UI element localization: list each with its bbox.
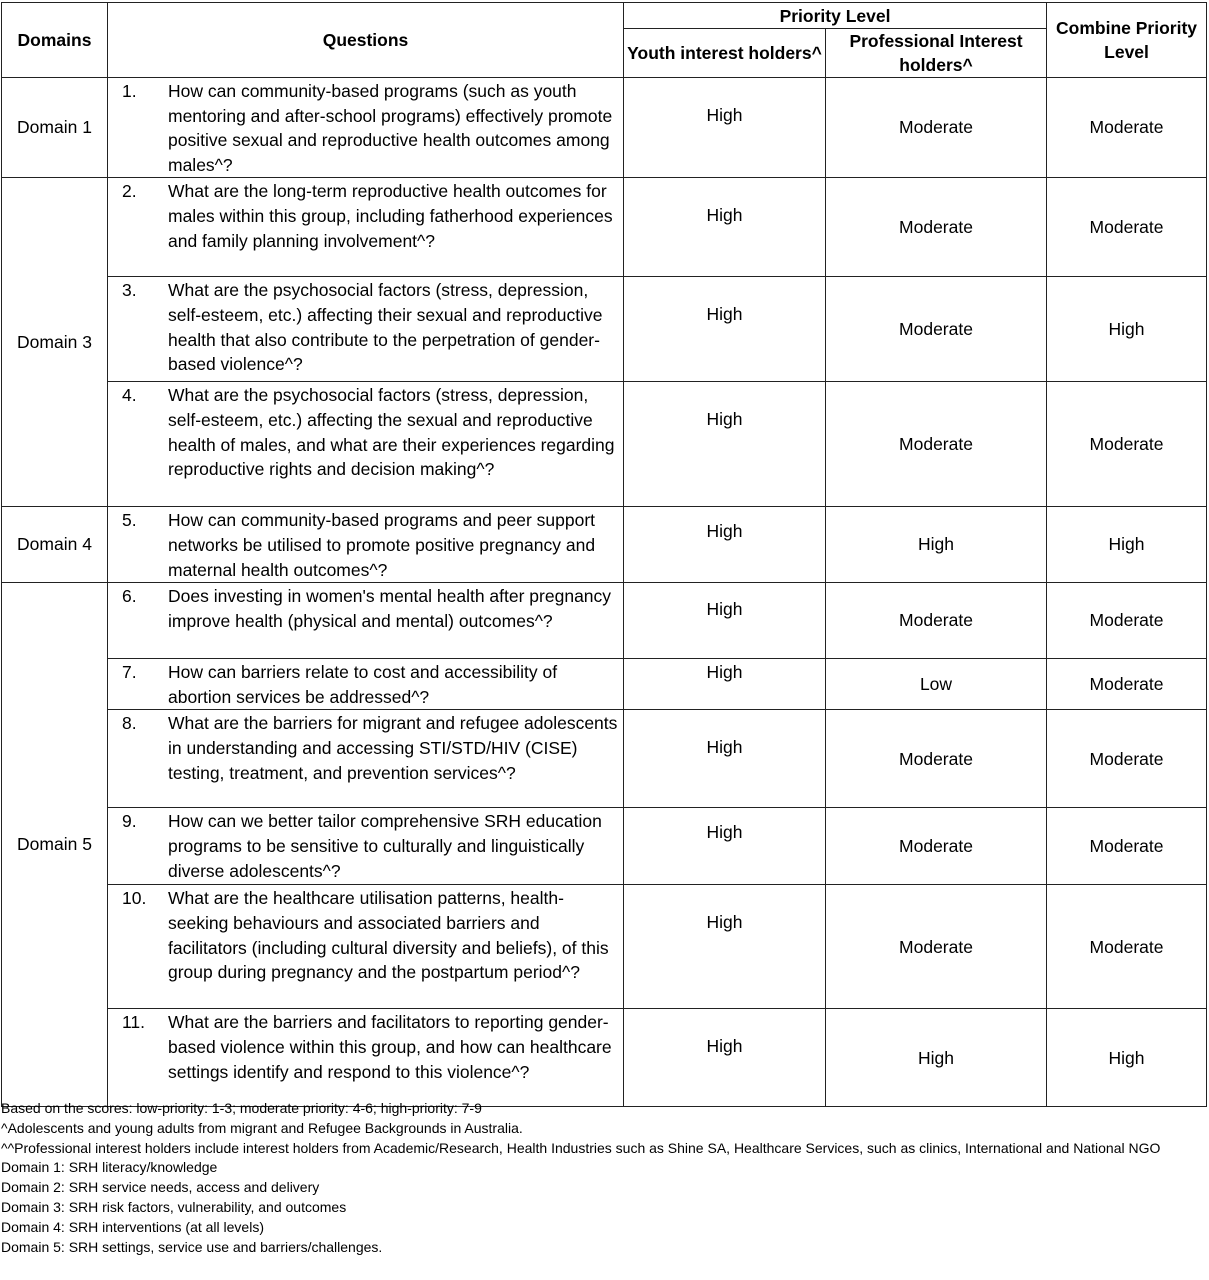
question-number: 4. bbox=[122, 385, 137, 406]
combined-priority: Moderate bbox=[1047, 78, 1207, 178]
question-text: Does investing in women's mental health after pregnancy improve health (physical and mental) outcomes^? bbox=[168, 586, 612, 631]
youth-priority: High bbox=[624, 885, 826, 1009]
professional-priority: Moderate bbox=[826, 885, 1047, 1009]
table-row bbox=[2, 583, 1207, 659]
youth-priority: High bbox=[624, 78, 826, 178]
youth-priority: High bbox=[624, 382, 826, 507]
table-row bbox=[2, 78, 1207, 178]
question-number: 10. bbox=[122, 888, 147, 909]
question-number: 2. bbox=[122, 181, 137, 202]
youth-priority: High bbox=[624, 583, 826, 659]
youth-priority: High bbox=[624, 178, 826, 277]
combined-priority: Moderate bbox=[1047, 382, 1207, 507]
table-row bbox=[2, 885, 1207, 1009]
table-row bbox=[2, 178, 1207, 277]
question-cell bbox=[108, 659, 624, 710]
question-number: 11. bbox=[122, 1012, 146, 1033]
professional-priority: High bbox=[826, 1009, 1047, 1107]
combined-priority: Moderate bbox=[1047, 710, 1207, 808]
professional-priority: Moderate bbox=[826, 583, 1047, 659]
question-number: 9. bbox=[122, 811, 137, 832]
combined-priority: Moderate bbox=[1047, 808, 1207, 885]
professional-priority: Moderate bbox=[826, 808, 1047, 885]
header-youth: Youth interest holders^ bbox=[624, 29, 826, 78]
header-combine: Combine Priority Level bbox=[1047, 3, 1207, 78]
table-row bbox=[2, 382, 1207, 507]
professional-priority: High bbox=[826, 507, 1047, 583]
professional-priority: Moderate bbox=[826, 277, 1047, 382]
professional-priority: Moderate bbox=[826, 382, 1047, 507]
question-cell bbox=[108, 507, 624, 583]
question-number: 7. bbox=[122, 662, 137, 683]
question-text: What are the psychosocial factors (stress, depression, self-esteem, etc.) affecting the sexual and reproductive health of males, and what are their experiences regarding reproductive rights and decision making^? bbox=[168, 385, 615, 480]
combined-priority: Moderate bbox=[1047, 659, 1207, 710]
question-text: What are the barriers and facilitators to reporting gender-based violence within this group, and how can healthcare settings identify and respond to this violence^? bbox=[168, 1012, 612, 1082]
youth-priority: High bbox=[624, 710, 826, 808]
header-professional: Professional Interest holders^ bbox=[826, 29, 1047, 78]
combined-priority: High bbox=[1047, 507, 1207, 583]
question-cell bbox=[108, 1009, 624, 1107]
question-text: What are the healthcare utilisation patterns, health-seeking behaviours and associated barriers and facilitators (including cultural diversity and beliefs), of this group during pregnancy and the postpartum period^? bbox=[168, 888, 609, 983]
footnote-domain-3: Domain 3: SRH risk factors, vulnerability, and outcomes bbox=[1, 1198, 347, 1215]
professional-priority: Moderate bbox=[826, 710, 1047, 808]
table-row bbox=[2, 659, 1207, 710]
question-cell bbox=[108, 277, 624, 382]
professional-priority: Moderate bbox=[826, 178, 1047, 277]
youth-priority: High bbox=[624, 1009, 826, 1107]
question-text: What are the psychosocial factors (stress, depression, self-esteem, etc.) affecting their sexual and reproductive health that also contribute to the perpetration of gender-based violence^? bbox=[168, 280, 603, 375]
footnote-scores: Based on the scores: low-priority: 1-3; moderate priority: 4-6; high-priority: 7-9 bbox=[1, 1100, 482, 1116]
youth-priority: High bbox=[624, 808, 826, 885]
domain-cell: Domain 1 bbox=[2, 78, 108, 178]
question-text: What are the long-term reproductive health outcomes for males within this group, including fatherhood experiences and family planning involvement^? bbox=[168, 181, 613, 251]
table-row bbox=[2, 808, 1207, 885]
question-text: How can community-based programs (such as youth mentoring and after-school programs) effectively promote positive sexual and reproductive health outcomes among males^? bbox=[168, 81, 613, 175]
question-number: 8. bbox=[122, 713, 137, 734]
question-cell bbox=[108, 382, 624, 507]
table-row bbox=[2, 507, 1207, 583]
footnote-domain-1: Domain 1: SRH literacy/knowledge bbox=[1, 1159, 218, 1176]
combined-priority: High bbox=[1047, 1009, 1207, 1107]
question-text: What are the barriers for migrant and refugee adolescents in understanding and accessing STI/STD/HIV (CISE) testing, treatment, and prevention services^? bbox=[168, 713, 618, 783]
question-cell bbox=[108, 808, 624, 885]
table-row bbox=[2, 710, 1207, 808]
header-priority-level: Priority Level bbox=[624, 3, 1047, 29]
question-text: How can we better tailor comprehensive SRH education programs to be sensitive to culturally and linguistically diverse adolescents^? bbox=[168, 811, 602, 881]
table-row bbox=[2, 277, 1207, 382]
youth-priority: High bbox=[624, 507, 826, 583]
question-number: 3. bbox=[122, 280, 137, 301]
header-domains: Domains bbox=[2, 3, 108, 78]
domain-cell: Domain 3 bbox=[2, 178, 108, 507]
footnote-youth: ^Adolescents and young adults from migrant and Refugee Backgrounds in Australia. bbox=[1, 1119, 523, 1136]
youth-priority: High bbox=[624, 277, 826, 382]
domain-cell: Domain 5 bbox=[2, 583, 108, 1107]
table-row bbox=[2, 1009, 1207, 1107]
youth-priority: High bbox=[624, 659, 826, 710]
question-number: 5. bbox=[122, 510, 137, 531]
question-cell bbox=[108, 178, 624, 277]
footnote-domain-4: Domain 4: SRH interventions (at all levels) bbox=[1, 1218, 264, 1235]
professional-priority: Low bbox=[826, 659, 1047, 710]
question-text: How can barriers relate to cost and accessibility of abortion services be addressed^? bbox=[168, 662, 558, 707]
footnote-domain-5: Domain 5: SRH settings, service use and barriers/challenges. bbox=[1, 1238, 383, 1255]
combined-priority: Moderate bbox=[1047, 178, 1207, 277]
footnote-domain-2: Domain 2: SRH service needs, access and delivery bbox=[1, 1179, 320, 1196]
priority-table bbox=[1, 2, 1207, 1107]
professional-priority: Moderate bbox=[826, 78, 1047, 178]
footnote-professional: ^^Professional interest holders include interest holders from Academic/Research, Health Industries such as Shine SA, Healthcare Services, such as clinics, International and National NGO bbox=[1, 1139, 1161, 1156]
question-cell bbox=[108, 78, 624, 178]
question-cell bbox=[108, 710, 624, 808]
question-number: 6. bbox=[122, 586, 137, 607]
question-number: 1. bbox=[122, 81, 137, 101]
table-footnotes bbox=[1, 1099, 1206, 1257]
combined-priority: High bbox=[1047, 277, 1207, 382]
question-cell bbox=[108, 583, 624, 659]
combined-priority: Moderate bbox=[1047, 583, 1207, 659]
question-text: How can community-based programs and peer support networks be utilised to promote positive pregnancy and maternal health outcomes^? bbox=[168, 510, 596, 580]
combined-priority: Moderate bbox=[1047, 885, 1207, 1009]
header-questions: Questions bbox=[108, 3, 624, 78]
question-cell bbox=[108, 885, 624, 1009]
domain-cell: Domain 4 bbox=[2, 507, 108, 583]
